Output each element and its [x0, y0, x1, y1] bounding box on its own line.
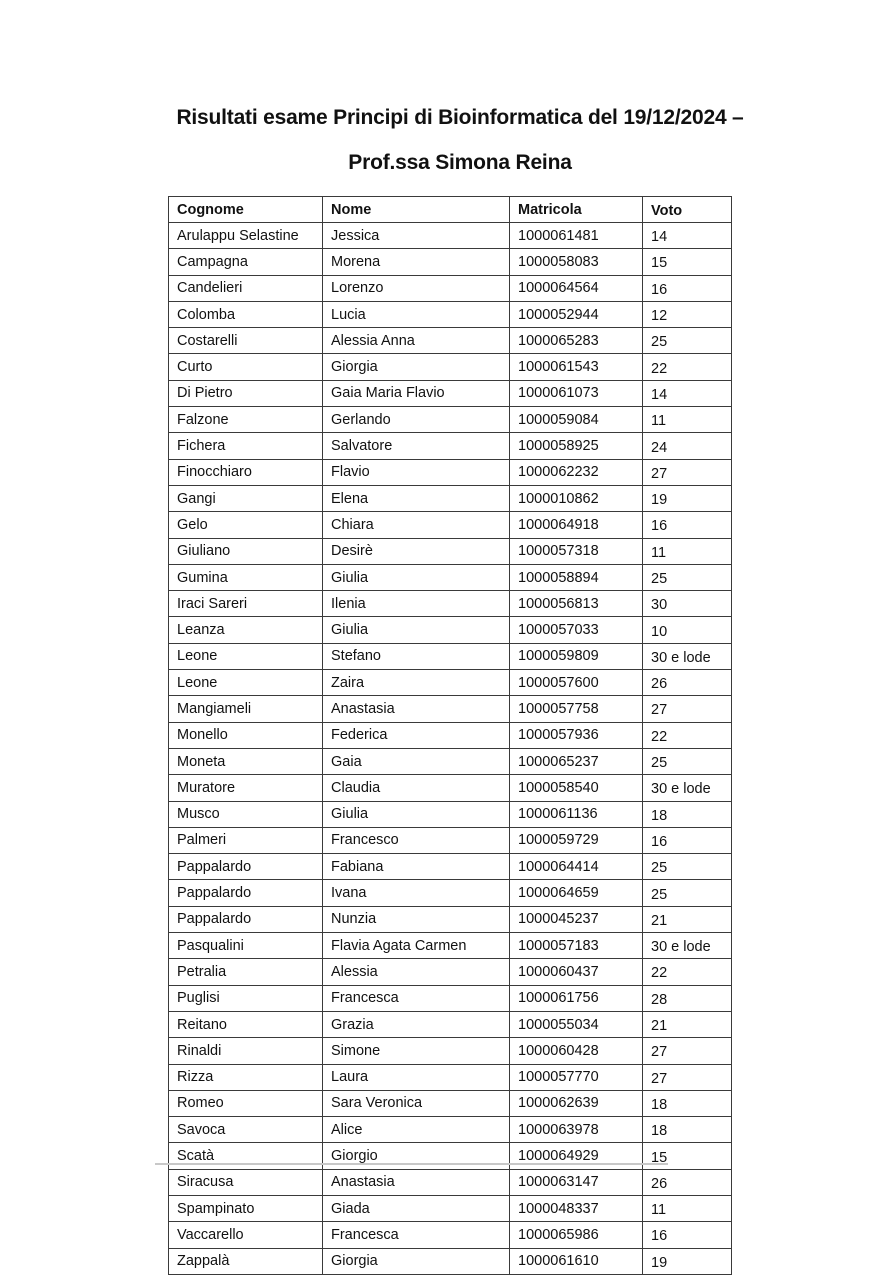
voto-cell: 14 — [643, 380, 732, 406]
cognome-cell: Rizza — [169, 1064, 323, 1090]
table-row — [169, 301, 732, 327]
cognome-cell: Fichera — [169, 433, 323, 459]
nome-cell: Gerlando — [323, 407, 510, 433]
nome-cell: Jessica — [323, 223, 510, 249]
voto-cell: 30 e lode — [643, 933, 732, 959]
table-row — [169, 1169, 732, 1195]
cognome-cell: Finocchiaro — [169, 459, 323, 485]
table-row — [169, 1090, 732, 1116]
matricola-cell: 1000057183 — [510, 933, 643, 959]
cognome-cell: Savoca — [169, 1117, 323, 1143]
matricola-cell: 1000045237 — [510, 906, 643, 932]
cognome-cell: Reitano — [169, 1011, 323, 1037]
matricola-cell: 1000057936 — [510, 722, 643, 748]
table-row — [169, 1195, 732, 1221]
nome-cell: Laura — [323, 1064, 510, 1090]
voto-cell: 22 — [643, 959, 732, 985]
nome-cell: Simone — [323, 1038, 510, 1064]
nome-cell: Giorgia — [323, 1248, 510, 1274]
cognome-cell: Pappalardo — [169, 854, 323, 880]
matricola-cell: 1000061136 — [510, 801, 643, 827]
table-row — [169, 1143, 732, 1169]
cognome-cell: Leone — [169, 670, 323, 696]
cognome-cell: Iraci Sareri — [169, 591, 323, 617]
voto-cell: 27 — [643, 696, 732, 722]
nome-cell: Salvatore — [323, 433, 510, 459]
voto-cell: 26 — [643, 1169, 732, 1195]
nome-cell: Gaia — [323, 748, 510, 774]
matricola-cell: 1000065237 — [510, 748, 643, 774]
table-row — [169, 748, 732, 774]
table-row — [169, 433, 732, 459]
matricola-cell: 1000064918 — [510, 512, 643, 538]
matricola-cell: 1000060428 — [510, 1038, 643, 1064]
table-row — [169, 538, 732, 564]
matricola-cell: 1000059729 — [510, 827, 643, 853]
nome-cell: Lucia — [323, 301, 510, 327]
table-row — [169, 827, 732, 853]
table-row — [169, 1064, 732, 1090]
voto-cell: 25 — [643, 564, 732, 590]
voto-cell: 30 — [643, 591, 732, 617]
nome-cell: Anastasia — [323, 696, 510, 722]
table-header-row — [169, 197, 732, 223]
cognome-cell: Petralia — [169, 959, 323, 985]
matricola-cell: 1000061073 — [510, 380, 643, 406]
column-header-cognome: Cognome — [169, 197, 323, 223]
cognome-cell: Musco — [169, 801, 323, 827]
voto-cell: 15 — [643, 249, 732, 275]
nome-cell: Sara Veronica — [323, 1090, 510, 1116]
cognome-cell: Muratore — [169, 775, 323, 801]
nome-cell: Fabiana — [323, 854, 510, 880]
table-row — [169, 880, 732, 906]
cognome-cell: Siracusa — [169, 1169, 323, 1195]
voto-cell: 30 e lode — [643, 643, 732, 669]
table-row — [169, 959, 732, 985]
matricola-cell: 1000057033 — [510, 617, 643, 643]
matricola-cell: 1000057600 — [510, 670, 643, 696]
nome-cell: Giorgio — [323, 1143, 510, 1169]
cognome-cell: Gangi — [169, 485, 323, 511]
matricola-cell: 1000010862 — [510, 485, 643, 511]
nome-cell: Alessia Anna — [323, 328, 510, 354]
cognome-cell: Mangiameli — [169, 696, 323, 722]
nome-cell: Zaira — [323, 670, 510, 696]
cognome-cell: Arulappu Selastine — [169, 223, 323, 249]
table-row — [169, 485, 732, 511]
column-header-matricola: Matricola — [510, 197, 643, 223]
nome-cell: Giada — [323, 1195, 510, 1221]
table-row — [169, 1222, 732, 1248]
cognome-cell: Gelo — [169, 512, 323, 538]
table-row — [169, 564, 732, 590]
voto-cell: 11 — [643, 538, 732, 564]
table-row — [169, 328, 732, 354]
voto-cell: 24 — [643, 433, 732, 459]
matricola-cell: 1000059809 — [510, 643, 643, 669]
matricola-cell: 1000058894 — [510, 564, 643, 590]
voto-cell: 11 — [643, 407, 732, 433]
table-row — [169, 933, 732, 959]
table-row — [169, 906, 732, 932]
voto-cell: 18 — [643, 1090, 732, 1116]
nome-cell: Alessia — [323, 959, 510, 985]
matricola-cell: 1000057758 — [510, 696, 643, 722]
voto-cell: 19 — [643, 1248, 732, 1274]
matricola-cell: 1000064929 — [510, 1143, 643, 1169]
voto-cell: 18 — [643, 1117, 732, 1143]
table-row — [169, 591, 732, 617]
matricola-cell: 1000065986 — [510, 1222, 643, 1248]
table-row — [169, 275, 732, 301]
nome-cell: Alice — [323, 1117, 510, 1143]
voto-cell: 25 — [643, 854, 732, 880]
table-row — [169, 696, 732, 722]
matricola-cell: 1000060437 — [510, 959, 643, 985]
voto-cell: 27 — [643, 459, 732, 485]
matricola-cell: 1000063978 — [510, 1117, 643, 1143]
voto-cell: 25 — [643, 748, 732, 774]
nome-cell: Desirè — [323, 538, 510, 564]
table-body — [169, 223, 732, 1275]
cognome-cell: Pasqualini — [169, 933, 323, 959]
nome-cell: Giulia — [323, 617, 510, 643]
voto-cell: 27 — [643, 1064, 732, 1090]
voto-cell: 21 — [643, 906, 732, 932]
voto-cell: 15 — [643, 1143, 732, 1169]
matricola-cell: 1000064564 — [510, 275, 643, 301]
nome-cell: Morena — [323, 249, 510, 275]
document-title: Risultati esame Principi di Bioinformatica del 19/12/2024 – — [176, 106, 744, 129]
cognome-cell: Vaccarello — [169, 1222, 323, 1248]
voto-cell: 19 — [643, 485, 732, 511]
voto-cell: 14 — [643, 223, 732, 249]
matricola-cell: 1000063147 — [510, 1169, 643, 1195]
table-row — [169, 380, 732, 406]
cognome-cell: Pappalardo — [169, 906, 323, 932]
column-header-nome: Nome — [323, 197, 510, 223]
table-row — [169, 1011, 732, 1037]
nome-cell: Giulia — [323, 564, 510, 590]
voto-cell: 16 — [643, 512, 732, 538]
footer-divider — [155, 1163, 668, 1165]
voto-cell: 25 — [643, 880, 732, 906]
matricola-cell: 1000057770 — [510, 1064, 643, 1090]
nome-cell: Gaia Maria Flavio — [323, 380, 510, 406]
nome-cell: Francesca — [323, 1222, 510, 1248]
matricola-cell: 1000059084 — [510, 407, 643, 433]
matricola-cell: 1000061543 — [510, 354, 643, 380]
document-subtitle-professor: Prof.ssa Simona Reina — [348, 151, 572, 174]
voto-cell: 16 — [643, 827, 732, 853]
table-row — [169, 223, 732, 249]
voto-cell: 11 — [643, 1195, 732, 1221]
nome-cell: Flavio — [323, 459, 510, 485]
table-row — [169, 670, 732, 696]
voto-cell: 26 — [643, 670, 732, 696]
cognome-cell: Spampinato — [169, 1195, 323, 1221]
matricola-cell: 1000061481 — [510, 223, 643, 249]
voto-cell: 18 — [643, 801, 732, 827]
nome-cell: Chiara — [323, 512, 510, 538]
cognome-cell: Leanza — [169, 617, 323, 643]
table-row — [169, 1117, 732, 1143]
matricola-cell: 1000062639 — [510, 1090, 643, 1116]
table-row — [169, 775, 732, 801]
table-row — [169, 854, 732, 880]
table-row — [169, 249, 732, 275]
table-row — [169, 643, 732, 669]
cognome-cell: Pappalardo — [169, 880, 323, 906]
nome-cell: Ilenia — [323, 591, 510, 617]
voto-cell: 21 — [643, 1011, 732, 1037]
matricola-cell: 1000058925 — [510, 433, 643, 459]
cognome-cell: Romeo — [169, 1090, 323, 1116]
table-row — [169, 459, 732, 485]
cognome-cell: Campagna — [169, 249, 323, 275]
nome-cell: Ivana — [323, 880, 510, 906]
matricola-cell: 1000062232 — [510, 459, 643, 485]
cognome-cell: Falzone — [169, 407, 323, 433]
voto-cell: 27 — [643, 1038, 732, 1064]
voto-cell: 28 — [643, 985, 732, 1011]
table-row — [169, 512, 732, 538]
matricola-cell: 1000065283 — [510, 328, 643, 354]
voto-cell: 16 — [643, 1222, 732, 1248]
nome-cell: Claudia — [323, 775, 510, 801]
cognome-cell: Candelieri — [169, 275, 323, 301]
voto-cell: 25 — [643, 328, 732, 354]
matricola-cell: 1000055034 — [510, 1011, 643, 1037]
table-row — [169, 722, 732, 748]
table-row — [169, 407, 732, 433]
cognome-cell: Rinaldi — [169, 1038, 323, 1064]
voto-cell: 30 e lode — [643, 775, 732, 801]
voto-cell: 12 — [643, 301, 732, 327]
matricola-cell: 1000061756 — [510, 985, 643, 1011]
nome-cell: Elena — [323, 485, 510, 511]
voto-cell: 16 — [643, 275, 732, 301]
matricola-cell: 1000052944 — [510, 301, 643, 327]
table-row — [169, 1038, 732, 1064]
matricola-cell: 1000057318 — [510, 538, 643, 564]
nome-cell: Giorgia — [323, 354, 510, 380]
cognome-cell: Gumina — [169, 564, 323, 590]
table-row — [169, 354, 732, 380]
voto-cell: 22 — [643, 354, 732, 380]
table-row — [169, 801, 732, 827]
voto-cell: 10 — [643, 617, 732, 643]
cognome-cell: Zappalà — [169, 1248, 323, 1274]
table-row — [169, 617, 732, 643]
nome-cell: Lorenzo — [323, 275, 510, 301]
cognome-cell: Di Pietro — [169, 380, 323, 406]
matricola-cell: 1000061610 — [510, 1248, 643, 1274]
nome-cell: Flavia Agata Carmen — [323, 933, 510, 959]
nome-cell: Federica — [323, 722, 510, 748]
cognome-cell: Monello — [169, 722, 323, 748]
voto-cell: 22 — [643, 722, 732, 748]
nome-cell: Francesco — [323, 827, 510, 853]
cognome-cell: Moneta — [169, 748, 323, 774]
table-row — [169, 985, 732, 1011]
matricola-cell: 1000048337 — [510, 1195, 643, 1221]
cognome-cell: Scatà — [169, 1143, 323, 1169]
nome-cell: Nunzia — [323, 906, 510, 932]
exam-results-table — [168, 196, 732, 1275]
matricola-cell: 1000064414 — [510, 854, 643, 880]
matricola-cell: 1000056813 — [510, 591, 643, 617]
cognome-cell: Palmeri — [169, 827, 323, 853]
matricola-cell: 1000058083 — [510, 249, 643, 275]
table-row — [169, 1248, 732, 1274]
matricola-cell: 1000064659 — [510, 880, 643, 906]
matricola-cell: 1000058540 — [510, 775, 643, 801]
nome-cell: Grazia — [323, 1011, 510, 1037]
nome-cell: Giulia — [323, 801, 510, 827]
cognome-cell: Costarelli — [169, 328, 323, 354]
cognome-cell: Giuliano — [169, 538, 323, 564]
cognome-cell: Leone — [169, 643, 323, 669]
nome-cell: Stefano — [323, 643, 510, 669]
cognome-cell: Puglisi — [169, 985, 323, 1011]
column-header-voto: Voto — [643, 197, 732, 223]
cognome-cell: Colomba — [169, 301, 323, 327]
cognome-cell: Curto — [169, 354, 323, 380]
nome-cell: Francesca — [323, 985, 510, 1011]
nome-cell: Anastasia — [323, 1169, 510, 1195]
